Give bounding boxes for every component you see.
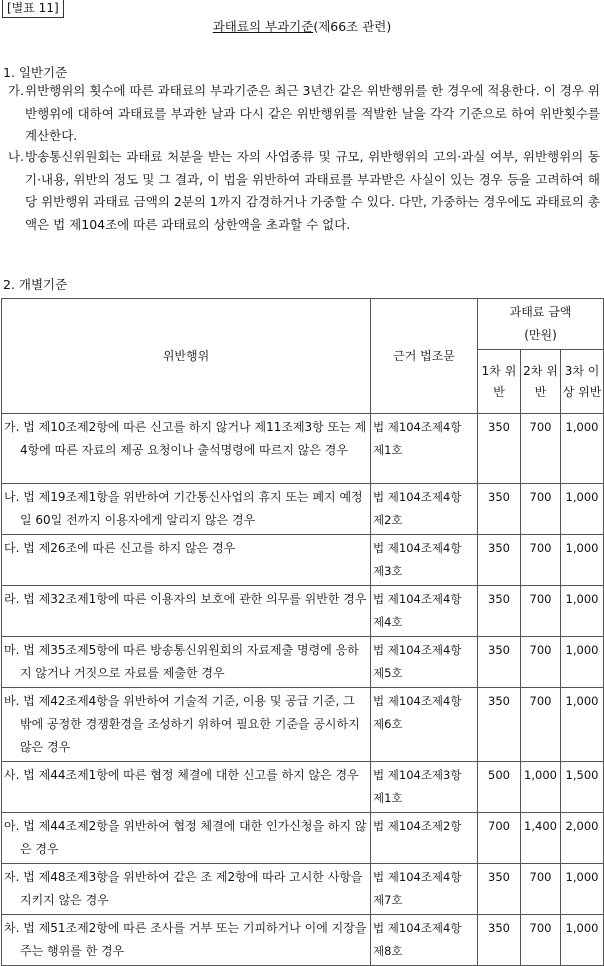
row-violation: 차. 법 제51조제2항에 따른 조사를 거부 또는 기피하거나 이에 지장을 주는 행위를 한 경우 [2, 915, 371, 966]
row-basis: 법 제104조제4항 제6호 [371, 688, 478, 762]
row-basis: 법 제104조제4항 제7호 [371, 864, 478, 915]
row-second: 700 [521, 688, 561, 762]
table-row [2, 813, 604, 864]
general-item-a-label: 가. [8, 83, 25, 98]
row-first: 500 [478, 762, 521, 813]
row-third: 1,000 [561, 915, 604, 966]
table-row [2, 864, 604, 915]
row-basis: 법 제104조제4항 제3호 [371, 535, 478, 586]
row-second: 700 [521, 864, 561, 915]
general-heading: 1. 일반기준 [3, 65, 68, 80]
row-basis: 법 제104조제4항 제8호 [371, 915, 478, 966]
row-third: 1,000 [561, 688, 604, 762]
row-basis: 법 제104조제4항 제5호 [371, 637, 478, 688]
row-violation: 바. 법 제42조제4항을 위반하여 기술적 기준, 이용 및 공급 기준, 그 밖에 공정한 경쟁환경을 조성하기 위하여 필요한 기준을 공시하지 않은 경우 [2, 688, 371, 762]
row-first: 350 [478, 414, 521, 484]
table-row [2, 535, 604, 586]
row-second: 700 [521, 484, 561, 535]
row-basis: 법 제104조제4항 제4호 [371, 586, 478, 637]
row-violation: 나. 법 제19조제1항을 위반하여 기간통신사업의 휴지 또는 폐지 예정일 60일 전까지 이용자에게 알리지 않은 경우 [2, 484, 371, 535]
row-third: 2,000 [561, 813, 604, 864]
header-amount-unit: (만원) [524, 328, 557, 342]
row-second: 1,000 [521, 762, 561, 813]
table-row [2, 586, 604, 637]
row-third: 1,000 [561, 414, 604, 484]
header-violation: 위반행위 [2, 299, 371, 414]
row-first: 350 [478, 586, 521, 637]
general-item-b-text: 방송통신위원회는 과태료 처분을 받는 자의 사업종류 및 규모, 위반행위의 고의·과실 여부, 위반행위의 동기·내용, 위반의 정도 및 그 결과, 이 법을 위반하여 과태료를 부과받은 사실이 있는 경우 등을 고려하여 해당 위반행위 과태료 금액의 2분의 1까지 감경하거나 가중할 수 있다. 다만, 가중하는 경우에도 과태료의 총액은 법 제104조에 따른 과태료의 상한액을 초과할 수 없다. [25, 149, 600, 232]
row-first: 350 [478, 535, 521, 586]
row-basis: 법 제104조제4항 제1호 [371, 414, 478, 484]
row-third: 1,000 [561, 535, 604, 586]
header-first: 1차 위반 [478, 350, 521, 414]
row-violation: 자. 법 제48조제3항을 위반하여 같은 조 제2항에 따라 고시한 사항을 지키지 않은 경우 [2, 864, 371, 915]
row-basis: 법 제104조제4항 제2호 [371, 484, 478, 535]
row-third: 1,000 [561, 586, 604, 637]
row-violation: 사. 법 제44조제1항에 따른 협정 체결에 대한 신고를 하지 않은 경우 [2, 762, 371, 813]
row-third: 1,500 [561, 762, 604, 813]
table-row [2, 637, 604, 688]
title-main: 과태료의 부과기준 [212, 19, 314, 34]
row-first: 350 [478, 915, 521, 966]
row-third: 1,000 [561, 484, 604, 535]
row-violation: 다. 법 제26조에 따른 신고를 하지 않은 경우 [2, 535, 371, 586]
row-violation: 마. 법 제35조제5항에 따른 방송통신위원회의 자료제출 명령에 응하지 않거나 거짓으로 자료를 제출한 경우 [2, 637, 371, 688]
row-third: 1,000 [561, 637, 604, 688]
title-ref: (제66조 관련) [313, 19, 392, 34]
table-row [2, 762, 604, 813]
row-second: 1,400 [521, 813, 561, 864]
penalty-table [1, 298, 604, 966]
row-first: 350 [478, 864, 521, 915]
row-first: 700 [478, 813, 521, 864]
row-violation: 아. 법 제44조제2항을 위반하여 협정 체결에 대한 인가신청을 하지 않은 경우 [2, 813, 371, 864]
row-second: 700 [521, 915, 561, 966]
page-title [0, 17, 604, 35]
general-item-b-label: 나. [8, 149, 25, 164]
table-row [2, 688, 604, 762]
row-first: 350 [478, 688, 521, 762]
general-item-b [8, 146, 600, 236]
header-amount [478, 299, 604, 350]
row-violation: 라. 법 제32조제1항에 따른 이용자의 보호에 관한 의무를 위반한 경우 [2, 586, 371, 637]
header-amount-label: 과태료 금액 [509, 305, 572, 319]
individual-heading: 2. 개별기준 [3, 277, 68, 292]
row-second: 700 [521, 637, 561, 688]
row-second: 700 [521, 414, 561, 484]
header-basis: 근거 법조문 [371, 299, 478, 414]
row-basis: 법 제104조제3항 제1호 [371, 762, 478, 813]
row-second: 700 [521, 535, 561, 586]
table-row [2, 414, 604, 484]
row-basis: 법 제104조제2항 [371, 813, 478, 864]
row-third: 1,000 [561, 864, 604, 915]
general-item-a-text: 위반행위의 횟수에 따른 과태료의 부과기준은 최근 3년간 같은 위반행위를 한 경우에 적용한다. 이 경우 위반행위에 대하여 과태료를 부과한 날과 다시 같은 위반행위를 적발한 날을 각각 기준으로 하여 위반횟수를 계산한다. [25, 83, 600, 143]
annex-tag: [별표 11] [2, 0, 64, 18]
general-item-a [8, 80, 600, 148]
row-violation: 가. 법 제10조제2항에 따른 신고를 하지 않거나 제11조제3항 또는 제4항에 따른 자료의 제공 요청이나 출석명령에 따르지 않은 경우 [2, 414, 371, 484]
header-third: 3차 이상 위반 [561, 350, 604, 414]
row-first: 350 [478, 484, 521, 535]
header-second: 2차 위반 [521, 350, 561, 414]
row-second: 700 [521, 586, 561, 637]
table-row [2, 915, 604, 966]
row-first: 350 [478, 637, 521, 688]
table-row [2, 484, 604, 535]
